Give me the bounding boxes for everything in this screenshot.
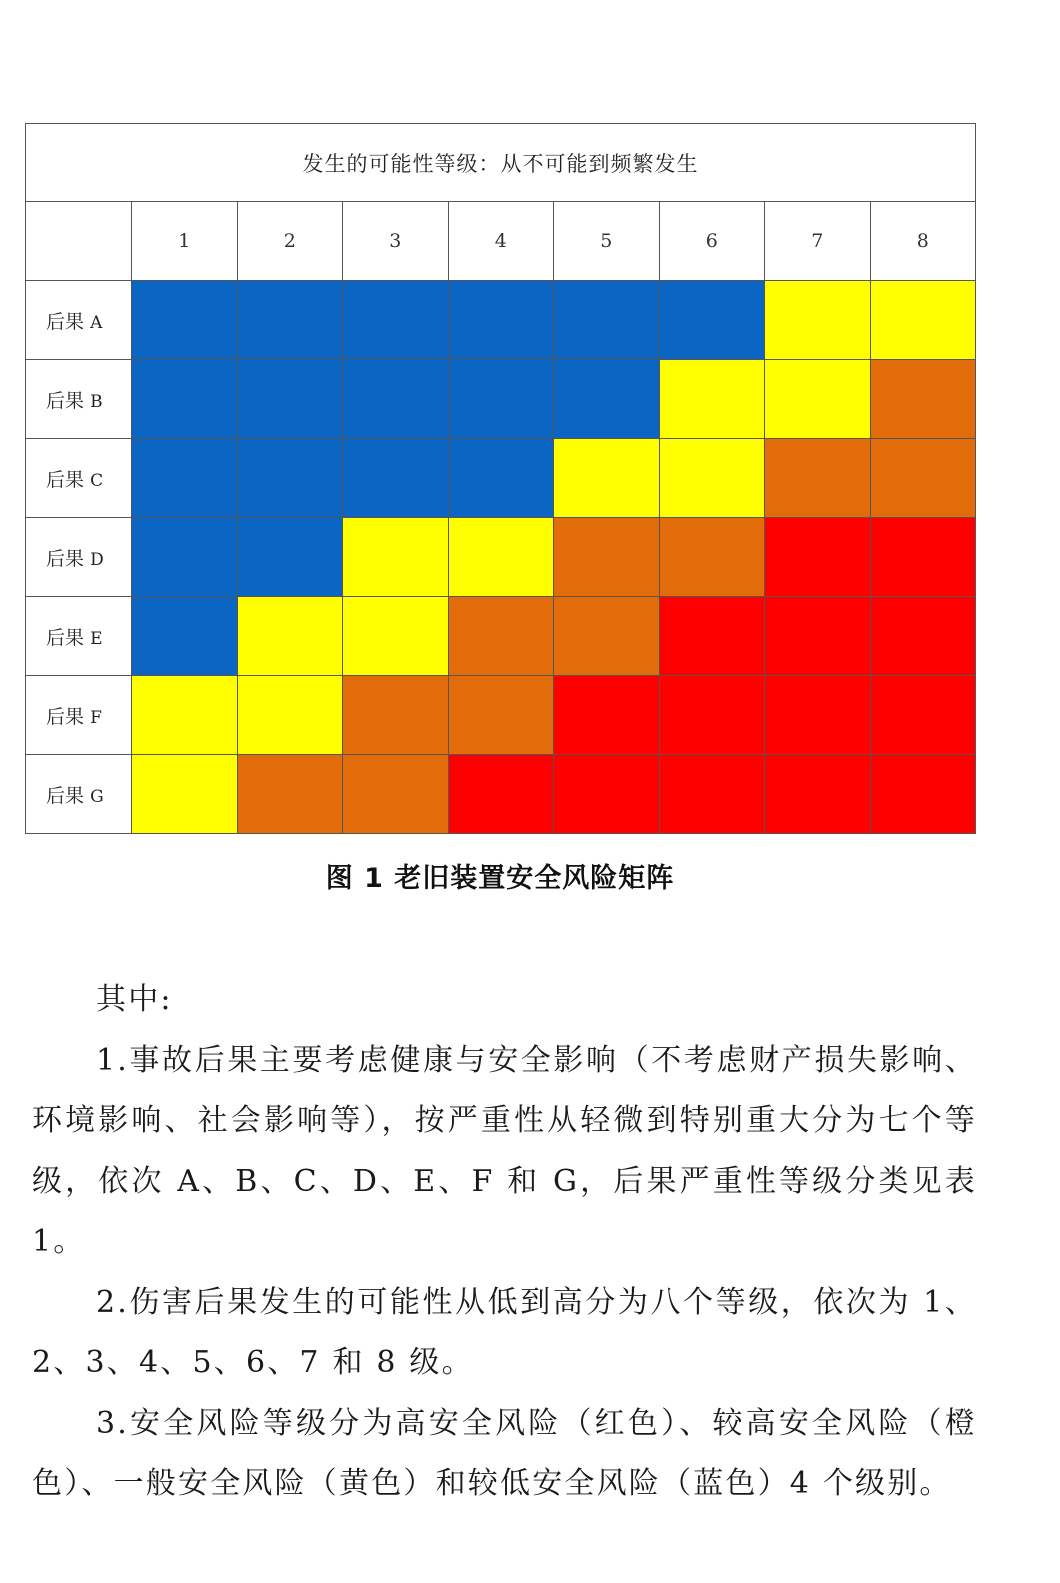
consequence-code: D [90, 549, 104, 570]
risk-cell-blue [554, 360, 660, 439]
risk-cell-blue [343, 281, 449, 360]
matrix-row [26, 518, 976, 597]
likelihood-column-header: 7 [765, 202, 871, 281]
risk-cell-red [554, 676, 660, 755]
consequence-label: 后果 [46, 784, 85, 807]
consequence-row-header [26, 360, 132, 439]
matrix-row [26, 755, 976, 834]
matrix-row [26, 281, 976, 360]
consequence-row-header [26, 676, 132, 755]
risk-cell-red [448, 755, 554, 834]
risk-cell-yellow [659, 360, 765, 439]
consequence-label: 后果 [46, 389, 85, 412]
consequence-label: 后果 [46, 547, 85, 570]
likelihood-column-header: 2 [237, 202, 343, 281]
risk-cell-yellow [870, 281, 976, 360]
risk-cell-yellow [237, 597, 343, 676]
risk-cell-blue [132, 597, 238, 676]
likelihood-column-header: 8 [870, 202, 976, 281]
consequence-label: 后果 [46, 626, 85, 649]
consequence-row-header [26, 281, 132, 360]
risk-cell-red [659, 676, 765, 755]
risk-cell-yellow [343, 597, 449, 676]
consequence-row-header [26, 597, 132, 676]
paragraph-2: 2.伤害后果发生的可能性从低到高分为八个等级，依次为 1、2、3、4、5、6、7 和 8 级。 [32, 1284, 977, 1380]
consequence-code: G [90, 786, 104, 807]
likelihood-column-header: 6 [659, 202, 765, 281]
risk-cell-blue [237, 439, 343, 518]
consequence-label: 后果 [46, 705, 85, 728]
paragraph-3: 3.安全风险等级分为高安全风险（红色）、较高安全风险（橙色）、一般安全风险（黄色）和较低安全风险（蓝色）4 个级别。 [32, 1405, 977, 1501]
consequence-code: E [90, 628, 103, 649]
risk-cell-yellow [237, 676, 343, 755]
risk-cell-orange [237, 755, 343, 834]
risk-cell-yellow [132, 676, 238, 755]
risk-cell-blue [448, 439, 554, 518]
matrix-row [26, 676, 976, 755]
risk-cell-blue [343, 360, 449, 439]
risk-cell-orange [343, 755, 449, 834]
risk-cell-blue [237, 518, 343, 597]
risk-cell-red [870, 755, 976, 834]
risk-cell-red [765, 755, 871, 834]
risk-cell-red [659, 755, 765, 834]
risk-cell-yellow [343, 518, 449, 597]
body-text [32, 970, 977, 1515]
consequence-code: F [90, 707, 102, 728]
likelihood-column-header: 3 [343, 202, 449, 281]
risk-cell-red [765, 518, 871, 597]
consequence-label: 后果 [46, 310, 85, 333]
matrix-row [26, 597, 976, 676]
risk-cell-blue [448, 360, 554, 439]
risk-cell-yellow [659, 439, 765, 518]
risk-cell-orange [765, 439, 871, 518]
risk-matrix-table [25, 123, 976, 834]
paragraph-intro: 其中: [96, 982, 173, 1017]
matrix-row [26, 360, 976, 439]
risk-cell-orange [659, 518, 765, 597]
risk-cell-yellow [765, 281, 871, 360]
consequence-code: B [90, 391, 103, 412]
figure-caption: 图 1 老旧装置安全风险矩阵 [325, 863, 675, 894]
risk-cell-blue [237, 360, 343, 439]
risk-cell-red [870, 597, 976, 676]
risk-cell-blue [132, 360, 238, 439]
risk-cell-red [870, 518, 976, 597]
risk-cell-blue [132, 439, 238, 518]
risk-cell-blue [132, 281, 238, 360]
risk-cell-orange [448, 676, 554, 755]
risk-cell-orange [870, 439, 976, 518]
consequence-code: C [90, 470, 104, 491]
risk-cell-blue [554, 281, 660, 360]
risk-cell-yellow [554, 439, 660, 518]
risk-cell-blue [132, 518, 238, 597]
risk-cell-yellow [132, 755, 238, 834]
risk-cell-red [765, 597, 871, 676]
likelihood-column-header: 1 [132, 202, 238, 281]
risk-cell-orange [870, 360, 976, 439]
risk-cell-blue [343, 439, 449, 518]
consequence-code: A [90, 312, 103, 333]
risk-cell-blue [659, 281, 765, 360]
matrix-corner-cell [26, 202, 132, 281]
risk-cell-orange [554, 518, 660, 597]
likelihood-column-header: 5 [554, 202, 660, 281]
risk-cell-red [765, 676, 871, 755]
risk-cell-red [870, 676, 976, 755]
risk-cell-yellow [765, 360, 871, 439]
risk-cell-red [554, 755, 660, 834]
risk-cell-orange [343, 676, 449, 755]
consequence-row-header [26, 755, 132, 834]
risk-cell-yellow [448, 518, 554, 597]
risk-cell-blue [237, 281, 343, 360]
risk-cell-red [659, 597, 765, 676]
consequence-label: 后果 [46, 468, 85, 491]
likelihood-column-header: 4 [448, 202, 554, 281]
matrix-title: 发生的可能性等级：从不可能到频繁发生 [26, 124, 976, 202]
risk-cell-blue [448, 281, 554, 360]
matrix-row [26, 439, 976, 518]
consequence-row-header [26, 518, 132, 597]
paragraph-1: 1.事故后果主要考虑健康与安全影响（不考虑财产损失影响、环境影响、社会影响等），按严重性从轻微到特别重大分为七个等级，依次 A、B、C、D、E、F 和 G，后果严重性等级分类见表 1。 [32, 1042, 977, 1259]
risk-cell-orange [554, 597, 660, 676]
risk-cell-orange [448, 597, 554, 676]
consequence-row-header [26, 439, 132, 518]
